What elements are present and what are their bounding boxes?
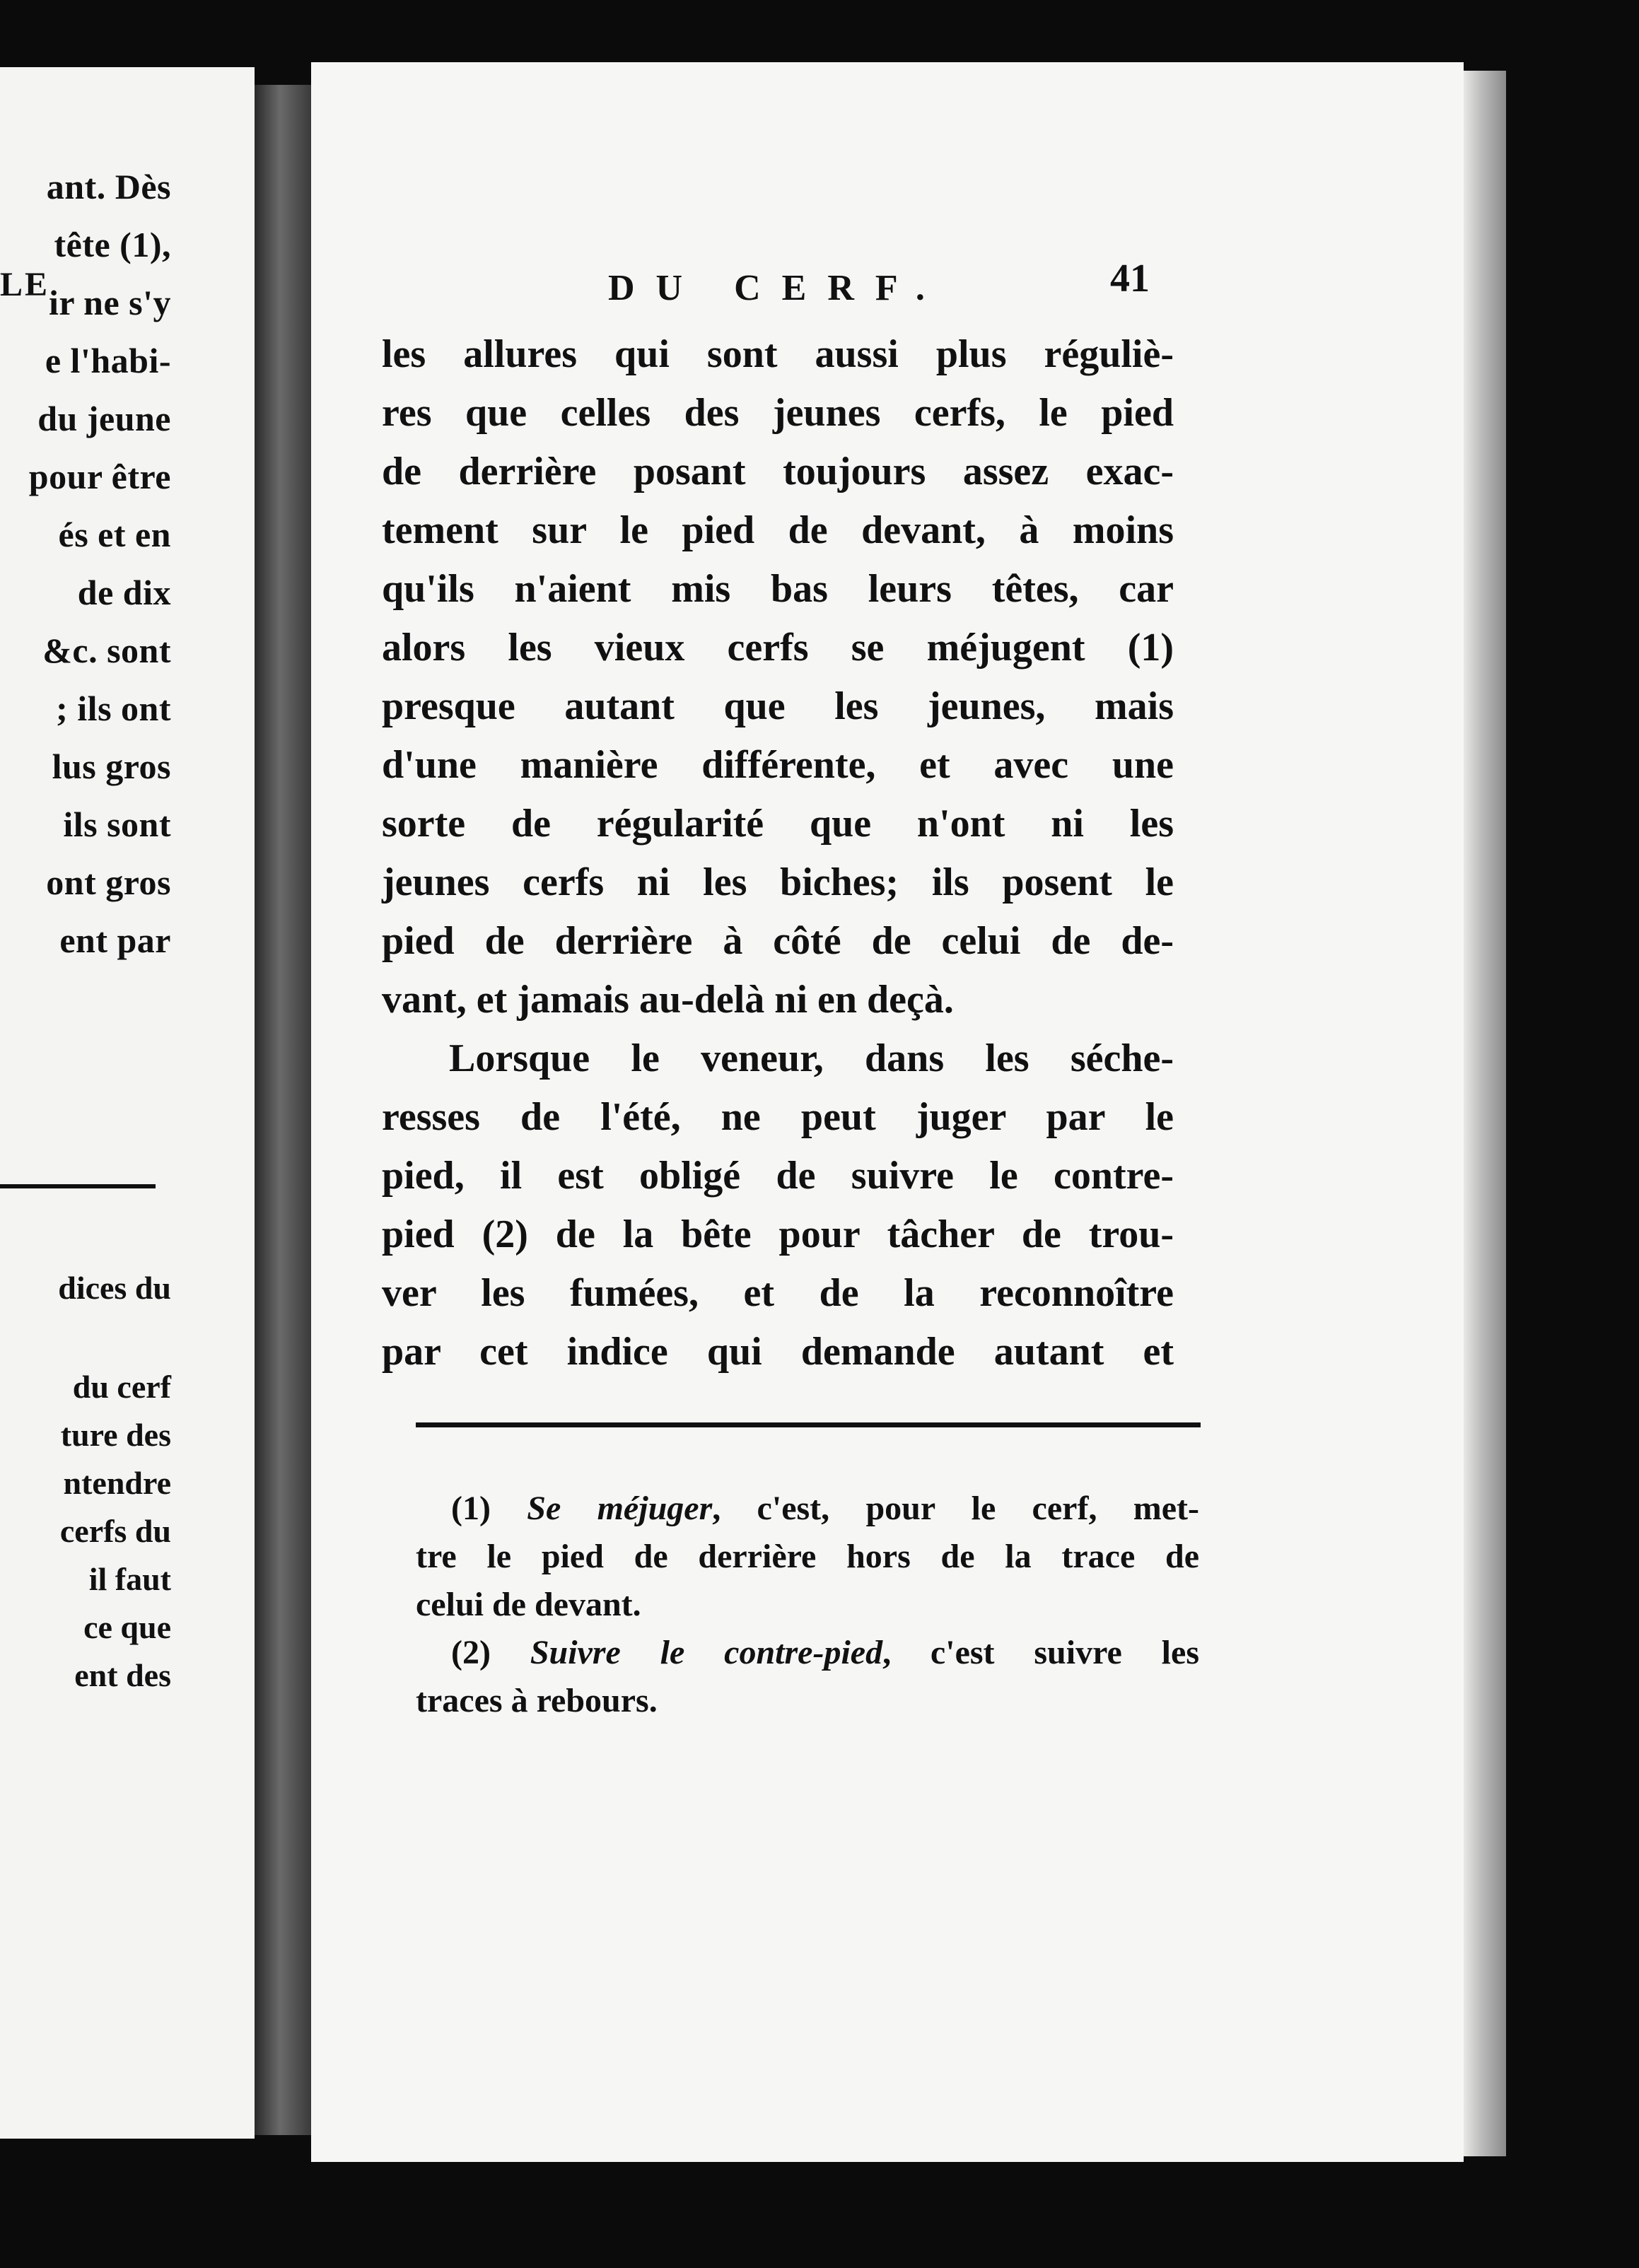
- footnote-marker: (1): [451, 1490, 491, 1527]
- running-head: DU CERF.: [608, 268, 946, 308]
- text-line: les allures qui sont aussi plus réguliè-: [382, 332, 1174, 376]
- footnote-marker: (2): [451, 1634, 491, 1671]
- text-line: resses de l'été, ne peut juger par le: [382, 1095, 1174, 1139]
- text-line: alors les vieux cerfs se méjugent (1): [382, 626, 1174, 670]
- left-line: és et en: [58, 515, 171, 554]
- text-line: tement sur le pied de devant, à moins: [382, 508, 1174, 552]
- left-line: du jeune: [37, 399, 171, 438]
- left-line: ; ils ont: [56, 689, 171, 728]
- left-line: ant. Dès: [46, 167, 171, 206]
- footnote-rule: [416, 1422, 1201, 1427]
- page-edge: [1464, 71, 1506, 2156]
- text-line: presque autant que les jeunes, mais: [382, 684, 1174, 728]
- text-line: qu'ils n'aient mis bas leurs têtes, car: [382, 567, 1174, 611]
- footnote-line: celui de devant.: [416, 1586, 641, 1623]
- left-line: lus gros: [52, 747, 171, 786]
- left-page-fragment: [0, 67, 255, 2139]
- left-footnote-line: ntendre: [63, 1465, 171, 1501]
- text-line: pied de derrière à côté de celui de de-: [382, 919, 1174, 963]
- left-footnote-rule: [0, 1184, 156, 1188]
- left-line: &c. sont: [42, 631, 171, 670]
- left-line: e l'habi-: [45, 341, 171, 380]
- footnotes: [416, 1485, 1199, 1725]
- left-footnote-line: il faut: [88, 1561, 171, 1597]
- left-line: ils sont: [63, 805, 171, 844]
- text-line: d'une manière différente, et avec une: [382, 743, 1174, 787]
- text-line: sorte de régularité que n'ont ni les: [382, 802, 1174, 846]
- book-gutter: [255, 85, 311, 2135]
- left-line: pour être: [28, 457, 171, 496]
- footnote-text: , c'est, pour le cerf, met-: [712, 1490, 1200, 1527]
- page-number: 41: [1110, 257, 1150, 300]
- footnote-2: [416, 1629, 1199, 1677]
- text-line: par cet indice qui demande autant et: [382, 1330, 1174, 1374]
- text-line: pied, il est obligé de suivre le contre-: [382, 1154, 1174, 1198]
- text-line: Lorsque le veneur, dans les séche-: [449, 1036, 1174, 1080]
- left-footnote-line: cerfs du: [59, 1513, 171, 1549]
- left-footnote-line: ture des: [60, 1417, 171, 1453]
- text-line: jeunes cerfs ni les biches; ils posent le: [382, 860, 1174, 904]
- left-line: ont gros: [46, 863, 171, 902]
- text-line: res que celles des jeunes cerfs, le pied: [382, 391, 1174, 435]
- footnote-term: Se méjuger: [527, 1490, 713, 1527]
- left-footnote-line: ent des: [74, 1657, 171, 1693]
- footnote-term: Suivre le contre-pied: [530, 1634, 883, 1671]
- footnote-1: [416, 1485, 1199, 1533]
- left-footnote-line: ce que: [83, 1609, 171, 1645]
- text-line: pied (2) de la bête pour tâcher de trou-: [382, 1212, 1174, 1256]
- left-line: ir ne s'y: [48, 283, 171, 322]
- text-line: ver les fumées, et de la reconnoître: [382, 1271, 1174, 1315]
- text-line: de derrière posant toujours assez exac-: [382, 450, 1174, 493]
- body-text: [382, 325, 1174, 1381]
- footnote-line: tre le pied de derrière hors de la trace de: [416, 1538, 1199, 1575]
- left-line: ent par: [59, 920, 171, 960]
- left-running-head: LE: [0, 266, 50, 303]
- footnote-text: , c'est suivre les: [882, 1634, 1199, 1671]
- left-line: de dix: [77, 573, 171, 612]
- text-line: vant, et jamais au-delà ni en deçà.: [382, 978, 954, 1022]
- left-footnote-line: dices du: [58, 1270, 171, 1306]
- footnote-line: traces à rebours.: [416, 1682, 658, 1719]
- left-line: tête (1),: [54, 225, 171, 264]
- left-footnote-line: du cerf: [72, 1369, 171, 1405]
